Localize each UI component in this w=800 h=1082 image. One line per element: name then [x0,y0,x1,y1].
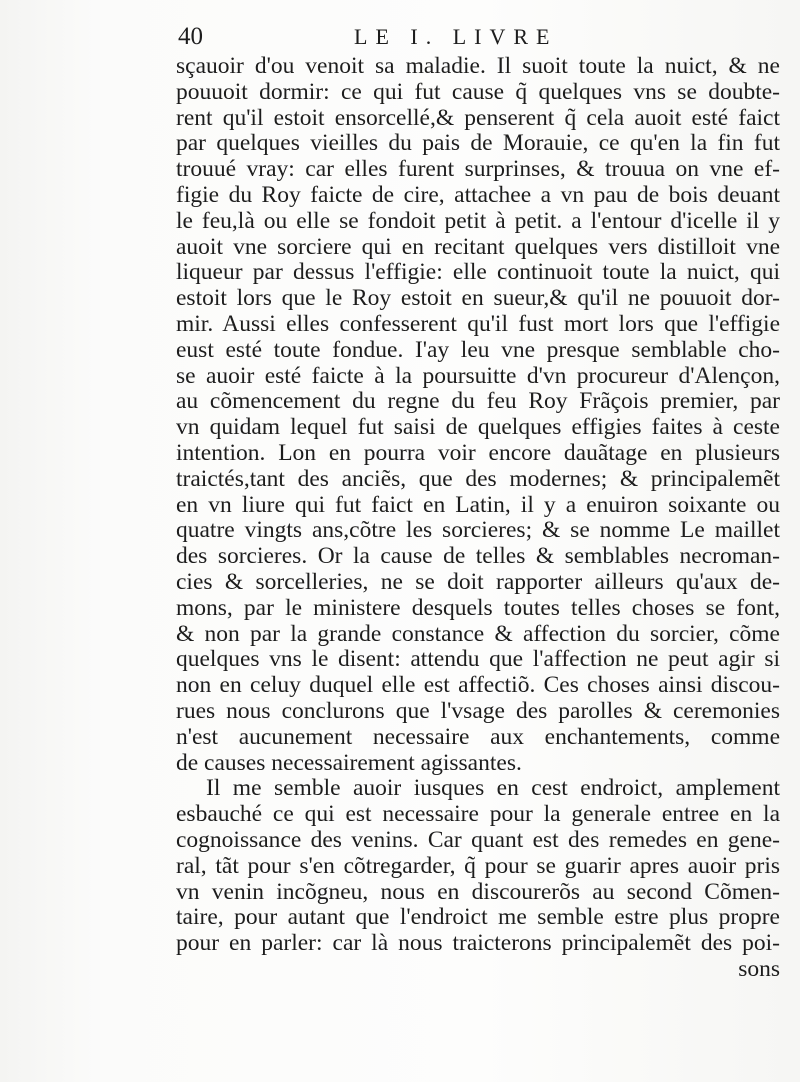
text-line: pour en parler: car là nous traicterons principalemẽt des poi- [176,931,780,957]
text-line: liqueur par dessus l'effigie: elle continuoit toute la nuict, qui [176,260,780,286]
running-title: LE I. LIVRE [354,24,558,49]
text-line: non en celuy duquel elle est affectiõ. Ces choses ainsi discou- [176,673,780,699]
text-line: quelques vns le disent: attendu que l'affection ne peut agir si [176,647,780,673]
text-line: vn venin incõgneu, nous en discourerõs au second Cõmen- [176,879,780,905]
body-text [176,54,780,983]
text-line: esbauché ce qui est necessaire pour la generale entree en la [176,802,780,828]
text-line: auoit vne sorciere qui en recitant quelques vers distilloit vne [176,234,780,260]
text-line: mons, par le ministere desquels toutes telles choses se font, [176,595,780,621]
paragraph-start-line: Il me semble auoir iusques en cest endroict, amplement [206,776,780,802]
text-line: ral, tãt pour s'en cõtregarder, q̃ pour se guarir apres auoir pris [176,853,780,879]
text-line: rent qu'il estoit ensorcellé,& penserent q̃ cela auoit esté faict [176,105,780,131]
running-head [178,22,780,52]
text-line: estoit lors que le Roy estoit en sueur,& qu'il ne pouuoit dor- [176,286,780,312]
text-line: des sorcieres. Or la cause de telles & semblables necroman- [176,544,780,570]
text-line: traictés,tant des anciẽs, que des modernes; & principalemẽt [176,466,780,492]
text-line: eust esté toute fondue. I'ay leu vne presque semblable cho- [176,337,780,363]
text-line: par quelques vieilles du pais de Morauie, ce qu'en la fin fut [176,131,780,157]
text-line: cognoissance des venins. Car quant est des remedes en gene- [176,827,780,853]
text-line: quatre vingts ans,cõtre les sorcieres; & se nomme Le maillet [176,518,780,544]
paragraph-end-line: de causes necessairement agissantes. [176,750,522,776]
text-line: le feu,là ou elle se fondoit petit à petit. a l'entour d'icelle il y [176,208,780,234]
text-line: taire, pour autant que l'endroict me semble estre plus propre [176,905,780,931]
text-line: rues nous conclurons que l'vsage des parolles & ceremonies [176,698,780,724]
text-line: vn quidam lequel fut saisi de quelques effigies faites à ceste [176,415,780,441]
page-number: 40 [178,23,203,50]
text-line: au cõmencement du regne du feu Roy Frãçois premier, par [176,389,780,415]
text-line: en vn liure qui fut faict en Latin, il y a enuiron soixante ou [176,492,780,518]
text-line: mir. Aussi elles confesserent qu'il fust mort lors que l'effigie [176,311,780,337]
text-line: se auoir esté faicte à la poursuitte d'vn procureur d'Alençon, [176,363,780,389]
text-line: pouuoit dormir: ce qui fut cause q̃ quelques vns se doubte- [176,79,780,105]
text-line: sçauoir d'ou venoit sa maladie. Il suoit toute la nuict, & ne [176,54,780,79]
text-line: & non par la grande constance & affection du sorcier, cõme [176,621,780,647]
text-line: n'est aucunement necessaire aux enchantements, comme [176,724,780,750]
text-line: intention. Lon en pourra voir encore dauãtage en plusieurs [176,440,780,466]
text-line: trouué vray: car elles furent surprinses, & trouua on vne ef- [176,157,780,183]
catchword: sons [738,956,780,982]
text-line: figie du Roy faicte de cire, attachee a vn pau de bois deuant [176,182,780,208]
text-line: cies & sorcelleries, ne se doit rapporter ailleurs qu'aux de- [176,569,780,595]
